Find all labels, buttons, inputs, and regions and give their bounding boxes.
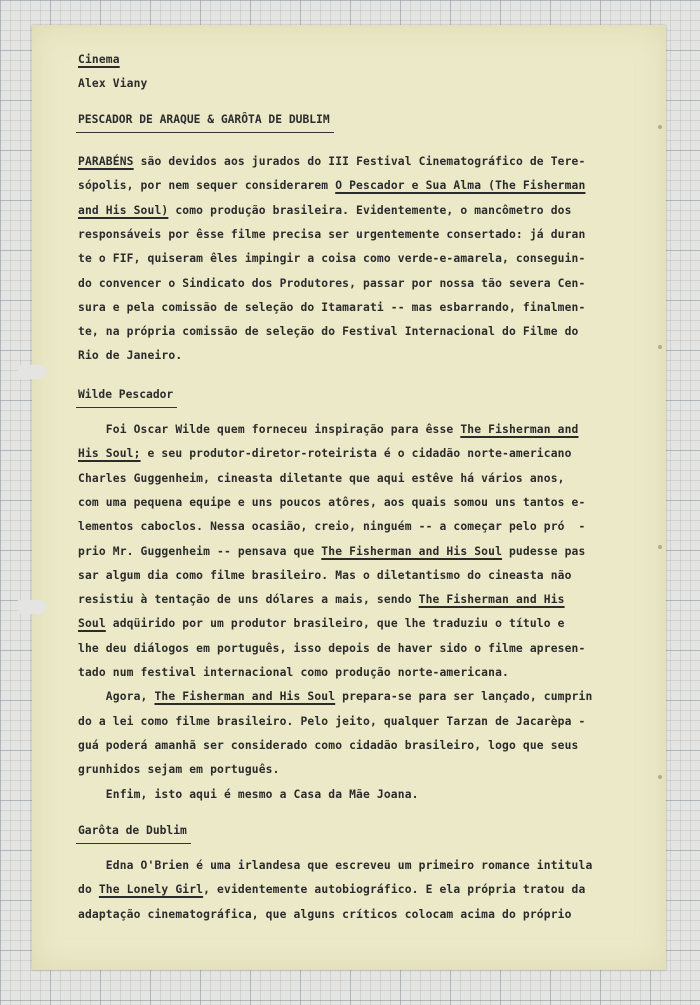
paper-mark [658,345,662,349]
text-segment: como produção brasileira. Evidentemente, o mancômetro dos [168,203,572,217]
underlined-title: The Lonely Girl [98,883,204,897]
text-line [78,496,585,510]
text-line [78,252,585,266]
paper-mark [658,775,662,779]
text-line [78,204,572,218]
text-line [78,859,592,873]
text-segment: tado num festival internacional como produção norte-americana. [78,666,509,679]
section-label: Cinema [78,53,120,66]
text-line [78,179,585,193]
text-line [78,593,565,607]
article-title: PESCADOR DE ARAQUE & GARÔTA DE DUBLIM [78,113,330,126]
text-line [78,545,585,559]
underlined-title: The Fisherman and His Soul [321,544,503,558]
text-segment: te, na própria comissão de seleção do Festival Internacional do Filme do [78,325,579,339]
text-line [78,301,585,315]
text-line [78,569,572,583]
text-segment: pudesse pas [502,544,586,558]
text-line [78,349,182,363]
text-segment: e seu produtor-diretor-roteirista é o cidadão norte-americano [140,447,572,461]
underlined-title: Soul [78,617,106,631]
text-segment: , evidentemente autobiográfico. E ela própria tratou da [203,883,586,897]
text-segment: do [78,883,99,897]
text-segment: adqüirido por um produtor brasileiro, que lhe traduziu o título e [105,617,565,631]
text-segment: guá poderá amanhã ser considerado como cidadão brasileiro, logo que seus [78,738,579,752]
text-line [78,277,585,291]
text-segment: Foi Oscar Wilde quem forneceu inspiração para êsse [78,423,461,436]
text-segment: Rio de Janeiro. [78,349,183,363]
text-segment: responsáveis por êsse filme precisa ser urgentemente consertado: já duran [78,227,586,241]
text-segment: lhe deu diálogos em português, isso depois de haver sido o filme apresen- [78,641,586,655]
subheading-wilde-pescador: Wilde Pescador [78,388,174,401]
text-segment: Agora, [78,690,155,704]
text-line [78,325,579,339]
paper-tear-1 [18,365,46,379]
paper-tear-2 [18,600,46,614]
text-segment: prio Mr. Guggenheim -- pensava que [78,544,322,558]
text-segment: Enfim, isto aqui é mesmo a Casa da Mãe Joana. [78,787,419,801]
text-segment: resistiu à tentação de uns dólares a mais, sendo [78,593,419,607]
text-segment: prepara-se para ser lançado, cumprin [335,690,593,704]
text-line [78,690,592,704]
text-segment: grunhidos sejam em português. [78,763,280,777]
text-line [78,228,585,242]
text-segment: com uma pequena equipe e uns poucos atôres, aos quais somou uns tantos e- [78,495,586,509]
underlined-title: The Fisherman and His Soul [154,690,336,704]
text-segment: do a lei como filme brasileiro. Pelo jeito, qualquer Tarzan de Jacarèpa - [78,714,586,728]
paper-mark [658,125,662,129]
text-line [78,788,419,802]
text-line [78,520,585,534]
text-segment: lementos caboclos. Nessa ocasião, creio, ninguém -- a começar pelo pró - [78,520,586,534]
text-line [78,447,572,461]
text-line [78,155,585,169]
text-segment: Charles Guggenheim, cineasta diletante que aqui estêve há vários anos, [78,471,565,485]
text-segment: adaptação cinematográfica, que alguns críticos colocam acima do próprio [78,907,572,921]
text-line [78,423,579,437]
text-line [78,666,509,680]
underlined-title: O Pescador e Sua Alma (The Fisherman [335,179,586,193]
underlined-title: and His Soul) [78,203,169,217]
text-line [78,715,585,729]
subheading-garota-de-dublim: Garôta de Dublim [78,824,187,837]
text-line [78,883,585,897]
underlined-title: His Soul; [78,447,141,461]
text-segment: sópolis, por nem sequer considerarem [78,179,336,193]
text-segment: do convencer o Sindicato dos Produtores, passar por nossa tão severa Cen- [78,276,586,290]
paper-mark [658,545,662,549]
underlined-title: PARABÉNS [78,155,134,168]
text-line [78,617,565,631]
underlined-title: The Fisherman and [460,423,579,436]
text-segment: te o FIF, quiseram êles impingir a coisa como verde-e-amarela, conseguin- [78,252,586,266]
text-segment: são devidos aos jurados do III Festival Cinematográfico de Tere- [133,155,586,168]
author-name: Alex Viany [78,77,148,90]
underlined-title: The Fisherman and His [418,593,565,607]
text-segment: sar algum dia como filme brasileiro. Mas o diletantismo do cineasta não [78,568,572,582]
text-line [78,739,579,753]
text-line [78,472,565,486]
text-line [78,763,280,777]
text-segment: sura e pela comissão de seleção do Itamarati -- mas esbarrando, finalmen- [78,300,586,314]
text-line [78,642,585,656]
text-line [78,908,572,922]
text-segment: Edna O'Brien é uma irlandesa que escreveu um primeiro romance intitula [78,859,593,872]
